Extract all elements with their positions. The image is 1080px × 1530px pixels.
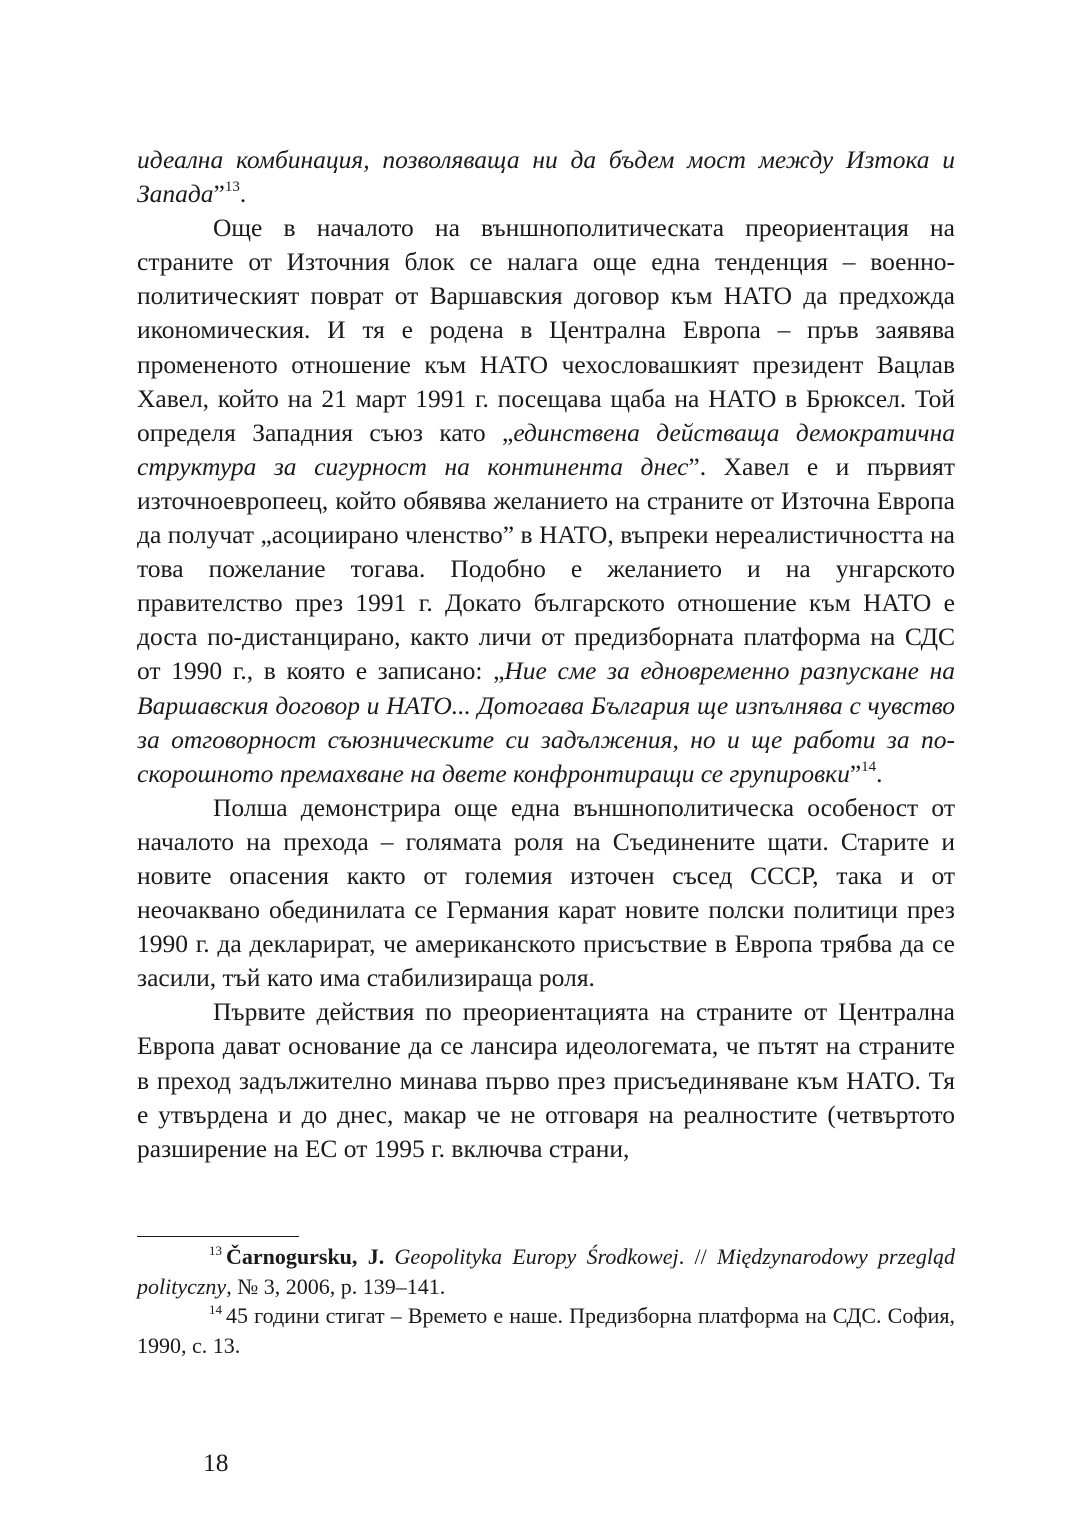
footnote-title: Geopolityka Europy Środkowej xyxy=(394,1244,679,1269)
footnote-text: 45 години стигат – Времето е наше. Предизборна платформа на СДС. София, 1990, с. 13. xyxy=(137,1303,955,1358)
footnote-ref-13: 13 xyxy=(224,179,240,196)
footnote-ref-14: 14 xyxy=(861,758,877,775)
footnote-journal: Międzynarodowy przegląd polityczny xyxy=(137,1244,956,1299)
footnote-number: 13 xyxy=(209,1243,222,1258)
paragraph-2-tail: . xyxy=(876,758,883,788)
footnote-14 xyxy=(137,1301,955,1360)
footnote-details: , № 3, 2006, p. 139–141. xyxy=(226,1273,446,1299)
quote-close: ” xyxy=(849,758,862,788)
footnote-separator-text: . // xyxy=(678,1244,718,1269)
footnote-13 xyxy=(137,1242,955,1301)
quote-italic: идеална комбинация, позволяваща ни да бъдем мост между Изтока и Запада xyxy=(137,145,955,209)
paragraph-1-tail: . xyxy=(239,179,247,209)
footnote-author: Čarnogursku, J. xyxy=(226,1244,385,1269)
footnote-separator xyxy=(137,1236,299,1237)
paragraph-3: Полша демонстрира още една външнополитическа особеност от началото на прехода – голямата роля на Съединените щати. Старите и новите опасения както от големия източен съсед СССР, така и от неочаквано обединилата се Германия карат новите полски политици през 1990 г. да декларират, че американското присъствие в Европа трябва да се засили, тъй като има стабилизираща роля. xyxy=(137,792,955,993)
paragraph-4: Първите действия по преориентацията на страните от Централна Европа дават основание да се лансира идеологемата, че пътят на страните в преход задължително минава първо през присъединяване към НАТО. Тя е утвърдена и до днес, макар че не отговаря на реалностите (четвъртото разширение на ЕС от 1995 г. включва страни, xyxy=(137,997,955,1163)
paragraph-2-text-a: Още в началото на външнополитическата преориентация на страните от Източния блок се налага още една тенденция – военнополитическият поврат от Варшавския договор към НАТО да предхожда икономическия. И тя е родена в Централна Европа – пръв заявява промененото отношение към НАТО чехословашкият президент Вацлав Хавел, който на 21 март 1991 г. посещава щаба на НАТО в Брюксел. Той определя Западния съюз като „ xyxy=(137,213,955,447)
page-number: 18 xyxy=(203,1448,229,1477)
paragraph-2 xyxy=(137,211,955,791)
paragraph-2-text-b: ”. Хавел е и първият източноевропеец, който обявява желанието на страните от Източна Европа да получат „асоциирано членство” в НАТО, въпреки нереалистичността на това пожелание тогава. Подобно е желанието и на унгарското правителство през 1991 г. Докато българското отношение към НАТО е доста по-дистанцирано, както личи от предизборната платформа на СДС от 1990 г., в която е записано: „ xyxy=(137,451,956,686)
main-text xyxy=(137,143,955,1166)
quote-close: ” xyxy=(213,179,225,209)
paragraph-1 xyxy=(137,143,955,211)
quote-italic: единствена действаща демократична структура за сигурност на континента днес xyxy=(137,417,956,481)
quote-italic: Ние сме за едновременно разпускане на Варшавския договор и НАТО... Дотогава България ще изпълнява с чувство за отговорност съюзническите си задължения, но и ще работи за по-скорошното премахване на двете конфронтиращи се групировки xyxy=(137,656,955,788)
footnotes xyxy=(137,1242,955,1360)
footnote-number: 14 xyxy=(209,1302,222,1317)
